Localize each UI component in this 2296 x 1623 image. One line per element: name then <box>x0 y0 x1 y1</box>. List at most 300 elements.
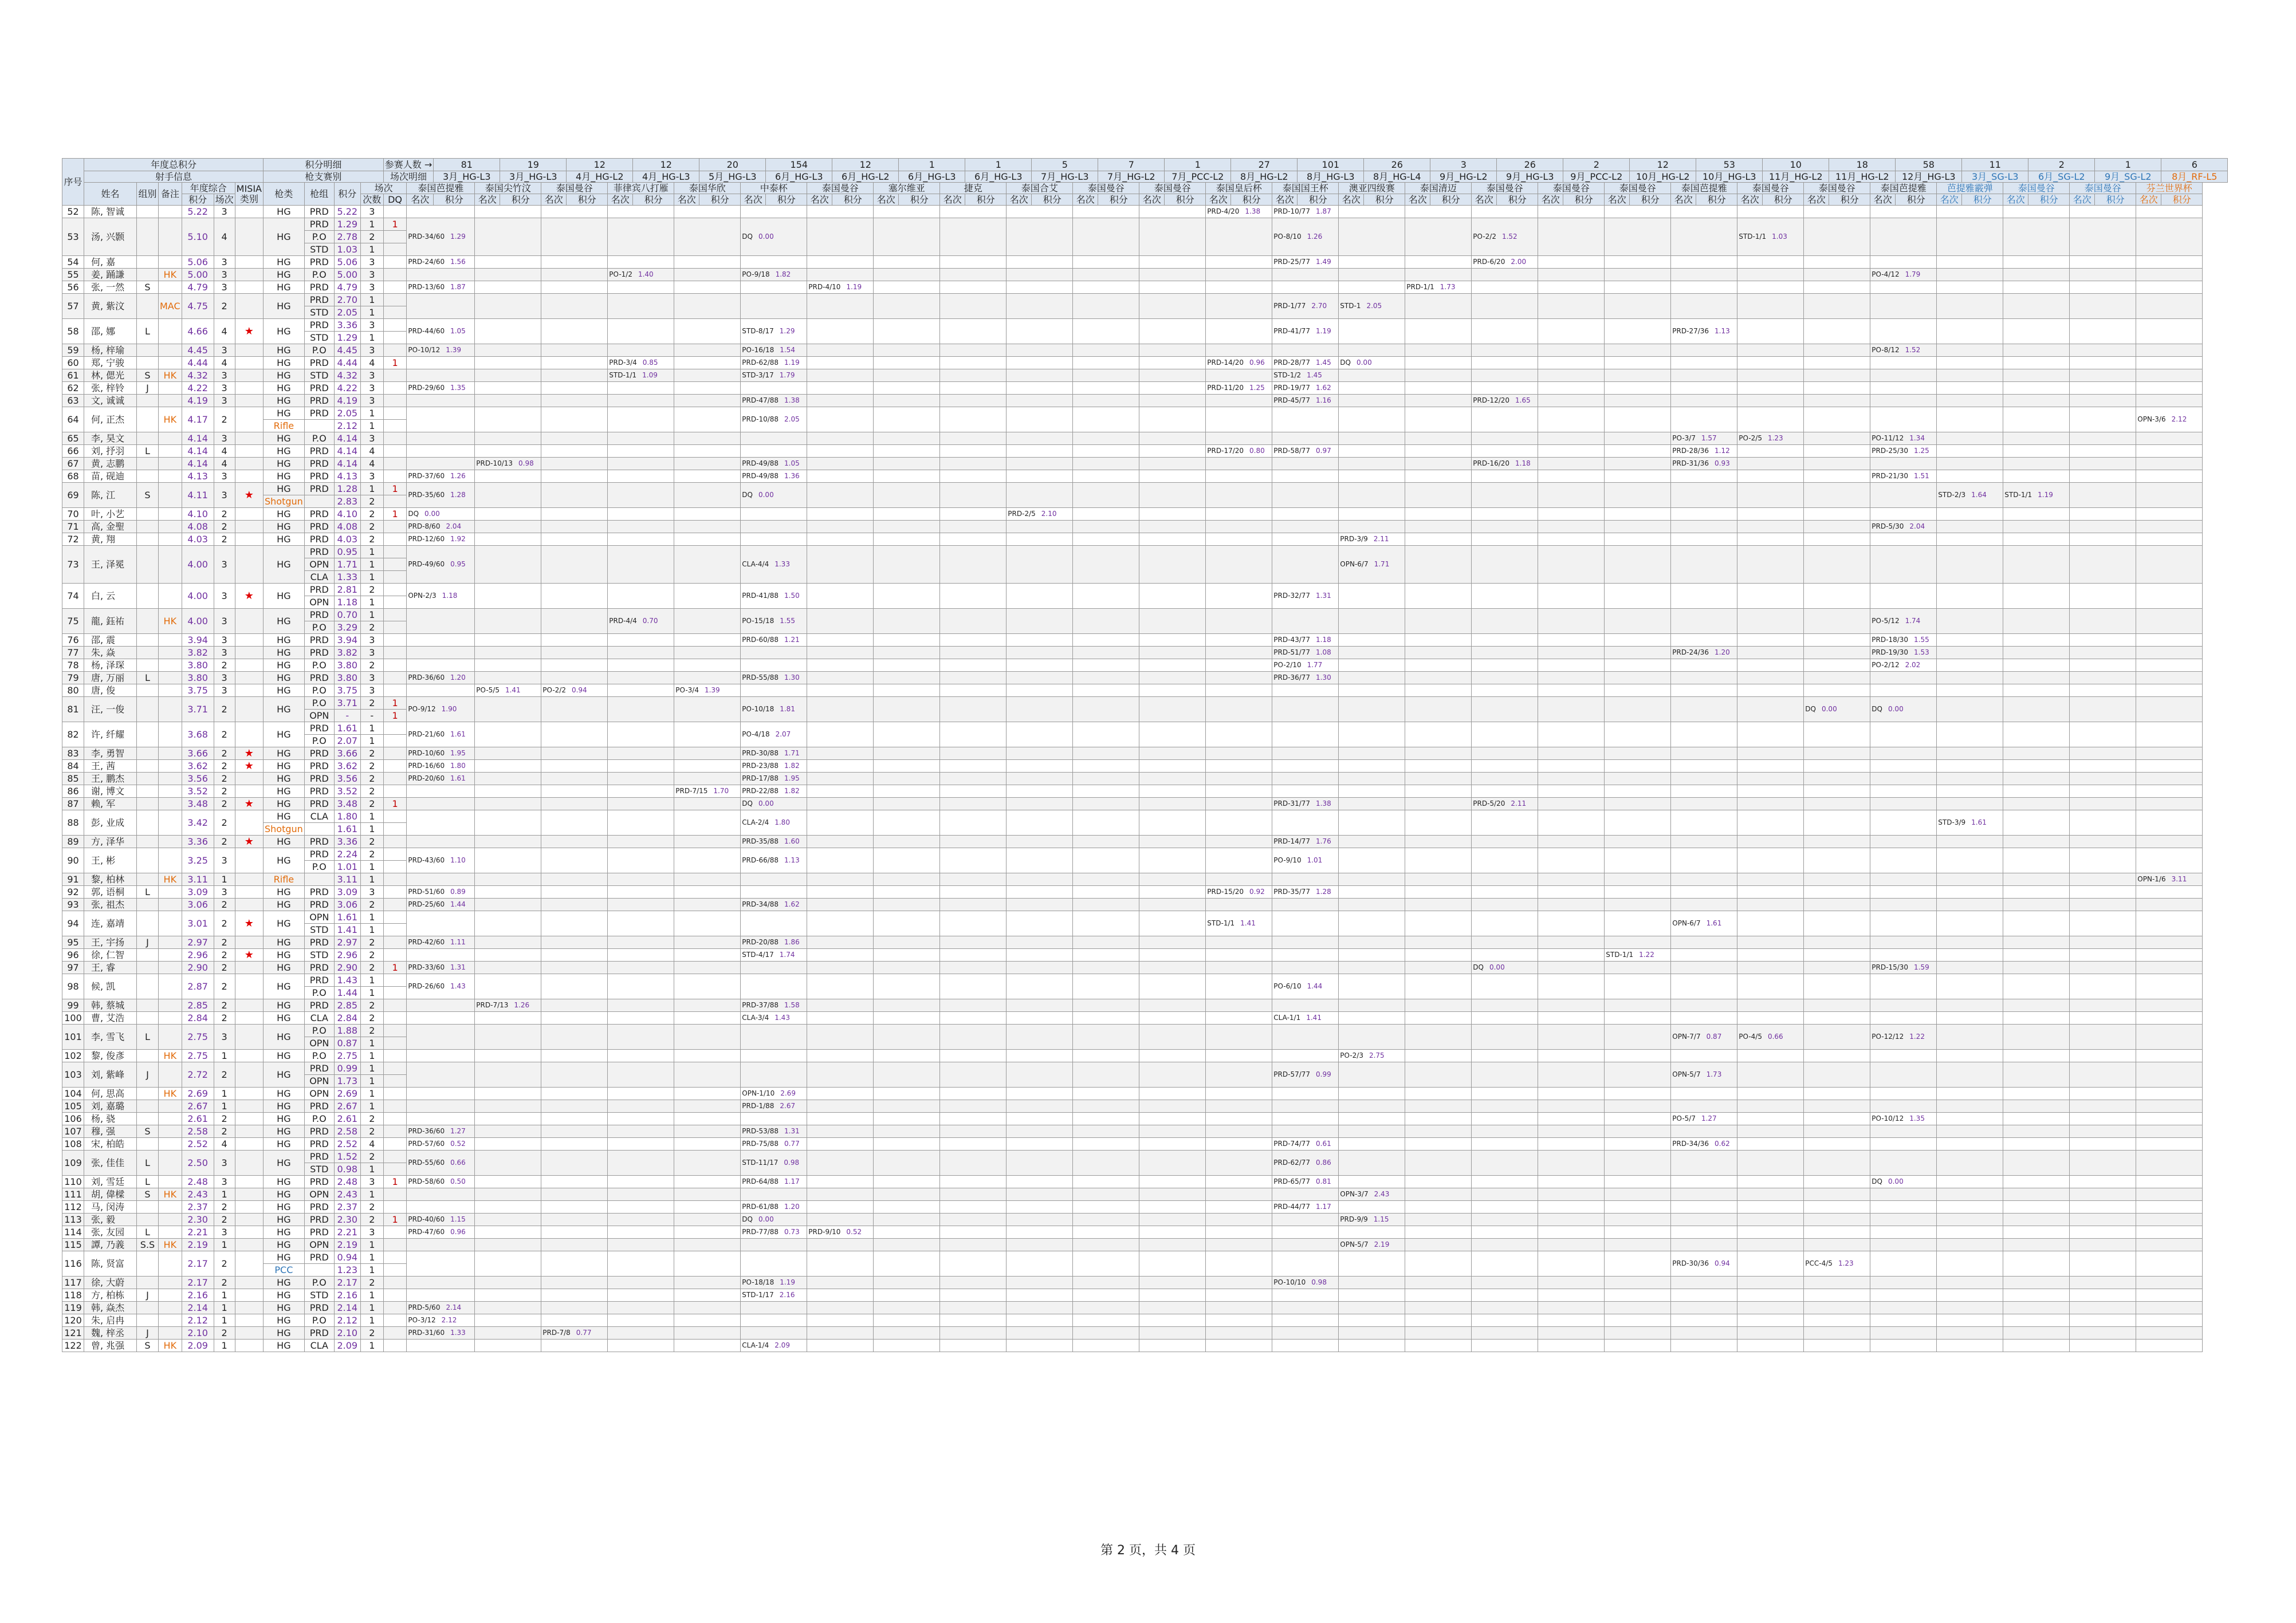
match-result <box>674 521 741 533</box>
match-result <box>1073 634 1139 647</box>
table-row <box>62 445 2228 458</box>
table-row <box>62 672 2228 684</box>
match-result <box>1472 773 1538 785</box>
match-result <box>407 659 475 672</box>
match-rank: PRD-5/60 <box>408 1303 441 1311</box>
match-result <box>874 974 940 999</box>
gun-event-count: 2 <box>360 495 383 508</box>
match-result <box>1538 647 1605 659</box>
match-rank: PRD-15/20 <box>1207 887 1244 896</box>
match-result <box>1272 584 1339 609</box>
gun-category: HG <box>264 369 305 382</box>
match-result <box>1272 1125 1339 1138</box>
match-result <box>1272 836 1339 848</box>
match-result <box>1804 1289 1870 1302</box>
match-result <box>1206 634 1272 647</box>
shooter-name: 陈, 江 <box>84 483 137 508</box>
shooter-group <box>137 344 159 357</box>
gun-points: 3.11 <box>334 873 360 886</box>
misia-star <box>235 1138 263 1151</box>
match-rank: PRD-36/60 <box>408 1126 445 1135</box>
shooter-remark <box>159 886 182 899</box>
annual-events: 3 <box>214 609 235 634</box>
match-result <box>475 1201 541 1214</box>
row-number: 61 <box>62 369 84 382</box>
match-result <box>807 974 874 999</box>
match-result <box>2136 747 2203 760</box>
match-code: 6月_SG-L2 <box>2028 171 2095 183</box>
gun-category: HG <box>264 269 305 281</box>
annual-points: 3.06 <box>182 899 214 911</box>
score-subheader: 积分 <box>1165 194 1206 206</box>
match-result <box>807 458 874 470</box>
row-number: 98 <box>62 974 84 999</box>
match-result <box>1007 810 1073 836</box>
match-result <box>475 672 541 684</box>
gun-group: P.O <box>304 1050 334 1062</box>
match-result <box>1870 1327 1937 1340</box>
match-result <box>1538 483 1605 508</box>
match-result <box>1538 785 1605 798</box>
match-result <box>1073 1012 1139 1025</box>
match-result <box>1538 848 1605 873</box>
match-result <box>1405 1125 1472 1138</box>
match-rank: PO-5/12 <box>1872 616 1900 625</box>
match-result <box>1007 1201 1073 1214</box>
match-rank: PO-4/5 <box>1739 1032 1762 1041</box>
match-result <box>2070 936 2136 949</box>
match-result <box>1937 357 2003 369</box>
shooter-name: 汤, 兴颢 <box>84 218 137 256</box>
match-result <box>541 1214 608 1226</box>
match-result <box>1339 256 1405 269</box>
table-row <box>62 395 2228 407</box>
match-result <box>940 206 1007 218</box>
match-result <box>674 949 741 962</box>
gun-points: 2.61 <box>334 1113 360 1125</box>
match-code: 3月_HG-L3 <box>500 171 567 183</box>
match-result <box>1538 684 1605 697</box>
match-result <box>1538 886 1605 899</box>
shooter-group: J <box>137 382 159 395</box>
match-venue: 芭提雅霰弹 <box>1937 183 2003 194</box>
match-result <box>1007 1138 1073 1151</box>
match-result <box>1737 684 1804 697</box>
match-result <box>541 1188 608 1201</box>
gun-event-count: 2 <box>360 760 383 773</box>
match-result <box>874 407 940 432</box>
match-result <box>1671 319 1737 344</box>
annual-events: 1 <box>214 1050 235 1062</box>
match-result <box>608 1025 674 1050</box>
match-rank: PRD-12/20 <box>1473 396 1510 404</box>
match-result <box>541 1012 608 1025</box>
match-result <box>1937 533 2003 546</box>
match-count: 1 <box>1165 159 1231 171</box>
match-result <box>608 760 674 773</box>
match-result <box>1472 672 1538 684</box>
match-result <box>674 1214 741 1226</box>
match-rank: PRD-53/88 <box>742 1126 779 1135</box>
match-result <box>1937 609 2003 634</box>
match-result <box>674 1050 741 1062</box>
match-result <box>1605 483 1671 508</box>
match-result <box>1804 357 1870 369</box>
match-result <box>541 1277 608 1289</box>
match-result <box>1007 1100 1073 1113</box>
gun-group: PRD <box>304 974 334 987</box>
match-rank: PRD-55/88 <box>742 673 779 681</box>
match-result <box>608 1125 674 1138</box>
shooter-name: 韩, 焱杰 <box>84 1302 137 1314</box>
shooter-remark <box>159 785 182 798</box>
match-result <box>674 281 741 294</box>
gun-category: HG <box>264 294 305 319</box>
annual-events: 2 <box>214 1012 235 1025</box>
match-result <box>1472 1176 1538 1188</box>
match-score: 1.61 <box>1971 818 1987 826</box>
match-result <box>407 609 475 634</box>
gun-category: HG <box>264 1277 305 1289</box>
match-result <box>874 1226 940 1239</box>
match-result <box>407 886 475 899</box>
shooter-group <box>137 521 159 533</box>
match-result <box>1538 999 1605 1012</box>
match-rank: PRD-5/20 <box>1473 799 1505 807</box>
match-result <box>1737 810 1804 836</box>
shooter-group: S.S <box>137 1239 159 1251</box>
match-result <box>1737 886 1804 899</box>
match-result <box>2070 382 2136 395</box>
match-venue: 泰国国王杯 <box>1272 183 1339 194</box>
row-number: 117 <box>62 1277 84 1289</box>
gun-category: HG <box>264 634 305 647</box>
misia-star <box>235 810 263 836</box>
match-result <box>1538 1226 1605 1239</box>
match-result <box>874 458 940 470</box>
match-score: 0.96 <box>1249 358 1265 367</box>
match-score: 1.53 <box>1914 648 1929 656</box>
match-result <box>1339 1138 1405 1151</box>
shooter-group <box>137 1201 159 1214</box>
match-result <box>1804 319 1870 344</box>
annual-events: 1 <box>214 1302 235 1314</box>
match-result <box>407 256 475 269</box>
gun-dq-count: 1 <box>383 697 407 710</box>
match-result <box>1937 836 2003 848</box>
gun-group: PRD <box>304 1125 334 1138</box>
gun-category: HG <box>264 533 305 546</box>
shooter-remark: HK <box>159 1188 182 1201</box>
annual-events: 2 <box>214 962 235 974</box>
match-result <box>874 684 940 697</box>
match-result <box>741 369 807 382</box>
match-result <box>1139 344 1206 357</box>
gun-points: 2.52 <box>334 1138 360 1151</box>
annual-events: 2 <box>214 798 235 810</box>
match-score: 1.38 <box>1245 207 1261 215</box>
match-result <box>1538 1012 1605 1025</box>
match-result <box>2136 1125 2203 1138</box>
match-result <box>1206 1050 1272 1062</box>
match-code: 4月_HG-L3 <box>633 171 699 183</box>
annual-points: 5.22 <box>182 206 214 218</box>
match-score: 1.60 <box>784 837 800 845</box>
match-result <box>475 747 541 760</box>
match-score: 1.17 <box>1316 1202 1331 1211</box>
match-result <box>940 458 1007 470</box>
match-result <box>1870 269 1937 281</box>
match-result <box>1472 1025 1538 1050</box>
match-result <box>1007 1239 1073 1251</box>
match-result <box>1206 899 1272 911</box>
match-result <box>1804 584 1870 609</box>
match-result <box>874 281 940 294</box>
match-result <box>874 269 940 281</box>
shooter-group: L <box>137 1151 159 1176</box>
match-result <box>1073 747 1139 760</box>
match-result <box>1605 1138 1671 1151</box>
match-result <box>1671 508 1737 521</box>
match-score: 1.33 <box>450 1328 466 1337</box>
gun-points: 3.36 <box>334 836 360 848</box>
match-result <box>741 407 807 432</box>
gun-event-count: 1 <box>360 546 383 558</box>
match-result <box>1538 1151 1605 1176</box>
match-result <box>2070 432 2136 445</box>
match-result <box>608 697 674 722</box>
row-number: 91 <box>62 873 84 886</box>
match-result <box>1272 344 1339 357</box>
match-result <box>1472 357 1538 369</box>
match-result <box>1139 1327 1206 1340</box>
gun-dq-count <box>383 1113 407 1125</box>
annual-points: 3.52 <box>182 785 214 798</box>
annual-total-header: 年度综合 <box>182 183 235 194</box>
match-result <box>940 1088 1007 1100</box>
shooter-name: 何, 正杰 <box>84 407 137 432</box>
match-result <box>741 999 807 1012</box>
shooter-name: 叶, 小艺 <box>84 508 137 521</box>
match-score: 0.00 <box>1821 704 1837 713</box>
gun-dq-count <box>383 634 407 647</box>
match-result <box>2136 395 2203 407</box>
match-result <box>1472 697 1538 722</box>
annual-events: 3 <box>214 886 235 899</box>
row-number: 70 <box>62 508 84 521</box>
match-score: 1.38 <box>1316 799 1331 807</box>
match-result <box>1737 1050 1804 1062</box>
match-result <box>2003 458 2070 470</box>
match-result <box>1472 432 1538 445</box>
match-result <box>1472 1050 1538 1062</box>
match-result <box>1339 1214 1405 1226</box>
gun-event-count: 1 <box>360 1314 383 1327</box>
gun-dq-count <box>383 1062 407 1075</box>
match-result <box>1405 1214 1472 1226</box>
match-result <box>1139 672 1206 684</box>
match-result <box>1339 1088 1405 1100</box>
match-result <box>1671 1176 1737 1188</box>
misia-star <box>235 533 263 546</box>
match-result <box>2003 962 2070 974</box>
match-result <box>1804 697 1870 722</box>
rank-subheader: 名次 <box>807 194 832 206</box>
match-result <box>940 1138 1007 1151</box>
match-result <box>1671 911 1737 936</box>
misia-star <box>235 382 263 395</box>
shooter-remark <box>159 1025 182 1050</box>
match-result <box>2070 609 2136 634</box>
shooter-name: 许, 纤耀 <box>84 722 137 747</box>
match-result <box>1870 1226 1937 1239</box>
match-result <box>1007 672 1073 684</box>
shooter-group <box>137 647 159 659</box>
match-result <box>541 1340 608 1352</box>
match-result <box>1671 1201 1737 1214</box>
gun-points: 3.71 <box>334 697 360 710</box>
gun-group: P.O <box>304 659 334 672</box>
shooter-group <box>137 1100 159 1113</box>
match-result <box>1671 1138 1737 1151</box>
match-result <box>1339 747 1405 760</box>
gun-group-header: 枪组 <box>304 183 334 206</box>
match-result <box>2070 1302 2136 1314</box>
gun-dq-count <box>383 533 407 546</box>
match-rank: CLA-3/4 <box>742 1013 769 1022</box>
shooter-name: 王, 宇扬 <box>84 936 137 949</box>
match-result <box>1804 684 1870 697</box>
match-code: 7月_HG-L3 <box>1032 171 1098 183</box>
annual-points: 3.80 <box>182 672 214 684</box>
match-venue: 泰国曼谷 <box>1804 183 1870 194</box>
shooter-name: 穆, 强 <box>84 1125 137 1138</box>
match-result <box>1937 886 2003 899</box>
gun-points: 1.29 <box>334 218 360 231</box>
annual-points: 4.79 <box>182 281 214 294</box>
match-result <box>1206 1138 1272 1151</box>
match-result <box>1538 382 1605 395</box>
match-rank: PRD-9/9 <box>1340 1215 1368 1223</box>
gun-points: 1.71 <box>334 558 360 571</box>
match-rank: PRD-1/88 <box>742 1101 774 1110</box>
shooter-group: L <box>137 886 159 899</box>
table-row <box>62 1025 2228 1037</box>
match-result <box>608 1314 674 1327</box>
annual-points: 2.19 <box>182 1239 214 1251</box>
shooter-group: J <box>137 1327 159 1340</box>
table-row <box>62 432 2228 445</box>
match-result <box>1073 319 1139 344</box>
match-result <box>1007 974 1073 999</box>
table-row <box>62 1226 2228 1239</box>
match-result <box>1472 294 1538 319</box>
match-result <box>1339 848 1405 873</box>
match-result <box>1737 445 1804 458</box>
match-result <box>1139 546 1206 584</box>
match-result <box>1139 949 1206 962</box>
match-result <box>807 1113 874 1125</box>
misia-star <box>235 1340 263 1352</box>
annual-events: 3 <box>214 1151 235 1176</box>
match-result <box>1405 357 1472 369</box>
match-result <box>1671 269 1737 281</box>
match-code: 8月_RF-L5 <box>2161 171 2228 183</box>
match-result <box>1472 546 1538 584</box>
category-header: 枪类 <box>264 183 305 206</box>
shooter-name: 王, 彬 <box>84 848 137 873</box>
match-result <box>541 1201 608 1214</box>
match-result <box>475 1327 541 1340</box>
match-result <box>1206 798 1272 810</box>
score-subheader: 积分 <box>832 194 874 206</box>
match-rank: PRD-7/13 <box>476 1000 509 1009</box>
rank-subheader: 名次 <box>741 194 766 206</box>
match-count: 1 <box>2095 159 2161 171</box>
match-result <box>807 810 874 836</box>
match-result <box>1073 1239 1139 1251</box>
shooter-name: 胡, 偉樑 <box>84 1188 137 1201</box>
table-row <box>62 848 2228 861</box>
annual-events: 3 <box>214 470 235 483</box>
match-result <box>2136 949 2203 962</box>
shooter-remark <box>159 1314 182 1327</box>
gun-group: PRD <box>304 508 334 521</box>
row-number: 64 <box>62 407 84 432</box>
match-result <box>407 936 475 949</box>
match-result <box>2003 395 2070 407</box>
match-result <box>1937 873 2003 886</box>
match-result <box>940 1214 1007 1226</box>
match-score: 1.41 <box>1306 1013 1322 1022</box>
match-result <box>1206 836 1272 848</box>
misia-star <box>235 672 263 684</box>
gun-dq-count: 1 <box>383 1214 407 1226</box>
shooter-remark: HK <box>159 369 182 382</box>
match-result <box>2003 1239 2070 1251</box>
match-result <box>1206 395 1272 407</box>
gun-points: 4.03 <box>334 533 360 546</box>
rank-subheader: 名次 <box>407 194 434 206</box>
row-number: 80 <box>62 684 84 697</box>
match-score: 1.23 <box>1767 434 1783 442</box>
match-result <box>874 357 940 369</box>
match-result <box>1472 1302 1538 1314</box>
match-result <box>2003 1277 2070 1289</box>
match-result <box>1870 1314 1937 1327</box>
match-result <box>1472 911 1538 936</box>
match-rank: STD-1/1 <box>1606 950 1634 959</box>
match-result <box>1472 508 1538 521</box>
match-result <box>1870 256 1937 269</box>
gun-points: 3.80 <box>334 672 360 684</box>
match-result <box>1073 218 1139 256</box>
match-result <box>541 319 608 344</box>
match-result <box>1538 1214 1605 1226</box>
match-result <box>1272 458 1339 470</box>
match-result <box>807 911 874 936</box>
match-result <box>1472 647 1538 659</box>
match-result <box>1538 584 1605 609</box>
gun-dq-count <box>383 760 407 773</box>
match-result <box>2070 508 2136 521</box>
match-result <box>608 785 674 798</box>
gun-group: PRD <box>304 382 334 395</box>
match-result <box>1007 659 1073 672</box>
match-result <box>741 810 807 836</box>
match-result <box>741 206 807 218</box>
match-result <box>1007 647 1073 659</box>
